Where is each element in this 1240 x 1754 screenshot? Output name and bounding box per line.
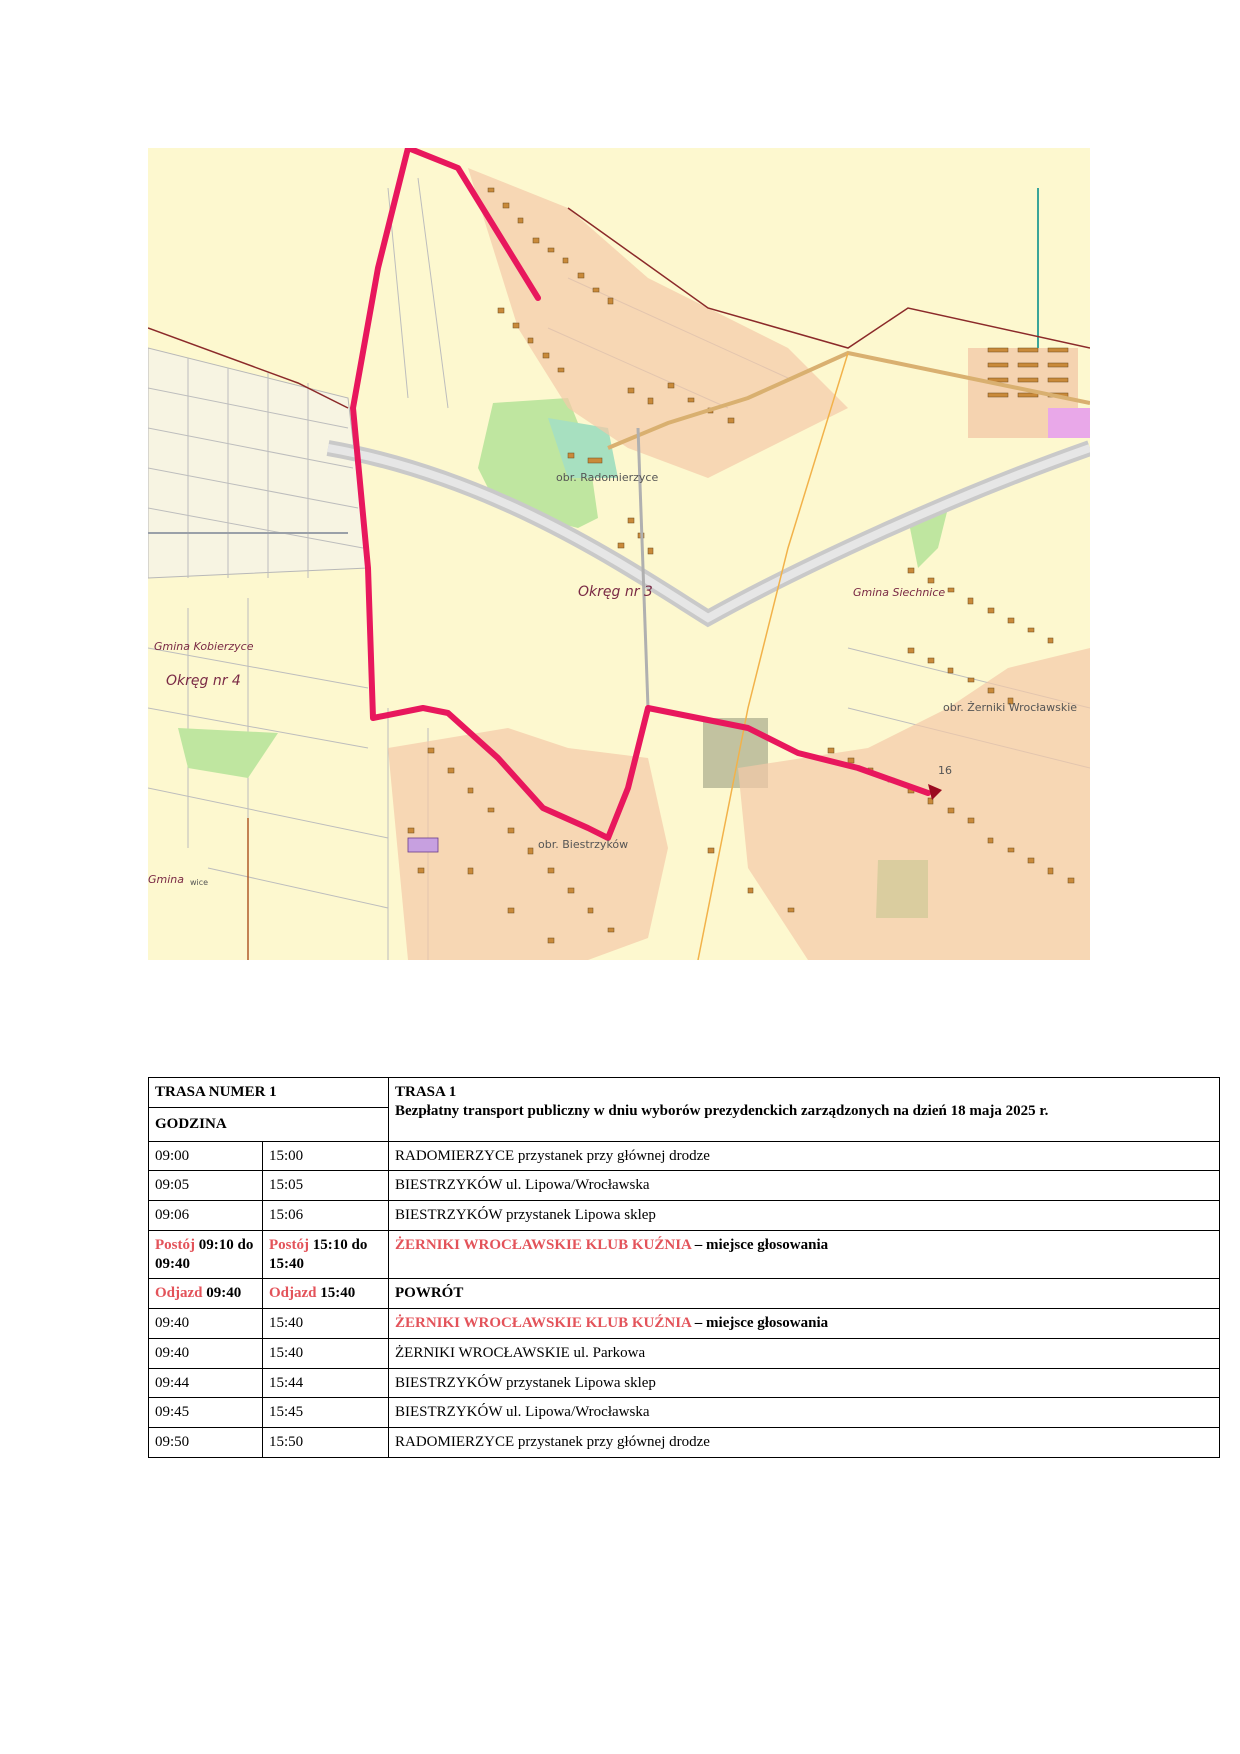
header-godzina: GODZINA xyxy=(149,1107,389,1141)
stop-place: BIESTRZYKÓW przystanek Lipowa sklep xyxy=(389,1368,1220,1398)
table-row-depart xyxy=(149,1279,1220,1309)
origin-suffix: – miejsce głosowania xyxy=(694,1315,829,1331)
stop-place: BIESTRZYKÓW przystanek Lipowa sklep xyxy=(389,1201,1220,1231)
time-afternoon: 15:05 xyxy=(263,1171,389,1201)
table-row xyxy=(149,1309,1220,1339)
time-afternoon: 15:00 xyxy=(263,1141,389,1171)
header-route-description xyxy=(389,1078,1220,1142)
header-route-title: TRASA 1 xyxy=(395,1084,457,1100)
header-route-desc: Bezpłatny transport publiczny w dniu wyborów prezydenckich zarządzonych na dzień 18 maja 2025 r. xyxy=(395,1102,1049,1119)
time-afternoon: 15:40 xyxy=(263,1338,389,1368)
depart-label: Odjazd xyxy=(155,1285,203,1302)
time-morning: 09:44 xyxy=(149,1368,263,1398)
destination-suffix: – miejsce głosowania xyxy=(694,1236,829,1253)
stop-label: Postój xyxy=(269,1236,309,1253)
stop-place: BIESTRZYKÓW ul. Lipowa/Wrocławska xyxy=(389,1398,1220,1428)
label-zerniki: obr. Żerniki Wrocławskie xyxy=(943,701,1078,714)
time-morning: 09:06 xyxy=(149,1201,263,1231)
label-radomierzyce: obr. Radomierzyce xyxy=(556,471,659,484)
return-origin xyxy=(389,1309,1220,1339)
stop-place: RADOMIERZYCE przystanek przy głównej drodze xyxy=(389,1141,1220,1171)
table-row xyxy=(149,1428,1220,1458)
depart-label: Odjazd xyxy=(269,1285,317,1302)
depart-time-value: 09:40 xyxy=(206,1285,242,1302)
table-row xyxy=(149,1171,1220,1201)
label-corner-suffix: wice xyxy=(190,878,209,887)
return-heading: POWRÓT xyxy=(389,1279,1220,1309)
origin-name: ŻERNIKI WROCŁAWSKIE KLUB KUŹNIA xyxy=(395,1315,692,1331)
stop-time-value: 15:10 do 15:40 xyxy=(269,1236,368,1272)
route-timetable xyxy=(148,1077,1220,1458)
stop-time-morning xyxy=(149,1230,263,1279)
label-biestrzykow: obr. Biestrzyków xyxy=(538,838,629,851)
depart-time-value: 15:40 xyxy=(320,1285,356,1302)
label-corner: Gmina xyxy=(148,873,185,886)
label-gmina-siechnice: Gmina Siechnice xyxy=(853,586,946,599)
stop-time-afternoon xyxy=(263,1230,389,1279)
table-row-stop xyxy=(149,1230,1220,1279)
stop-time-value: 09:10 do 09:40 xyxy=(155,1236,254,1272)
route-map xyxy=(148,148,1090,960)
purple-area xyxy=(1048,408,1090,438)
time-afternoon: 15:45 xyxy=(263,1398,389,1428)
marker-number: 16 xyxy=(938,764,952,777)
label-gmina-kobierzyce: Gmina Kobierzyce xyxy=(154,640,254,653)
time-morning: 09:05 xyxy=(149,1171,263,1201)
header-route-number: TRASA NUMER 1 xyxy=(149,1078,389,1108)
stop-place: ŻERNIKI WROCŁAWSKIE ul. Parkowa xyxy=(389,1338,1220,1368)
table-row xyxy=(149,1338,1220,1368)
route-map-svg xyxy=(148,148,1090,960)
table-header-row-1 xyxy=(149,1078,1220,1108)
time-afternoon: 15:06 xyxy=(263,1201,389,1231)
table-row xyxy=(149,1398,1220,1428)
time-afternoon: 15:40 xyxy=(263,1309,389,1339)
depart-time-afternoon xyxy=(263,1279,389,1309)
depart-time-morning xyxy=(149,1279,263,1309)
time-morning: 09:50 xyxy=(149,1428,263,1458)
stop-label: Postój xyxy=(155,1236,195,1253)
church-building xyxy=(408,838,438,852)
time-afternoon: 15:50 xyxy=(263,1428,389,1458)
table-row xyxy=(149,1368,1220,1398)
time-morning: 09:40 xyxy=(149,1338,263,1368)
time-morning: 09:00 xyxy=(149,1141,263,1171)
time-afternoon: 15:44 xyxy=(263,1368,389,1398)
label-okreg-4: Okręg nr 4 xyxy=(166,673,241,689)
label-okreg-3: Okręg nr 3 xyxy=(578,584,653,600)
time-morning: 09:45 xyxy=(149,1398,263,1428)
table-row xyxy=(149,1201,1220,1231)
destination-name: ŻERNIKI WROCŁAWSKIE KLUB KUŹNIA xyxy=(395,1236,692,1253)
stop-place: RADOMIERZYCE przystanek przy głównej drodze xyxy=(389,1428,1220,1458)
stop-place: BIESTRZYKÓW ul. Lipowa/Wrocławska xyxy=(389,1171,1220,1201)
table-row xyxy=(149,1141,1220,1171)
stop-destination xyxy=(389,1230,1220,1279)
time-morning: 09:40 xyxy=(149,1309,263,1339)
